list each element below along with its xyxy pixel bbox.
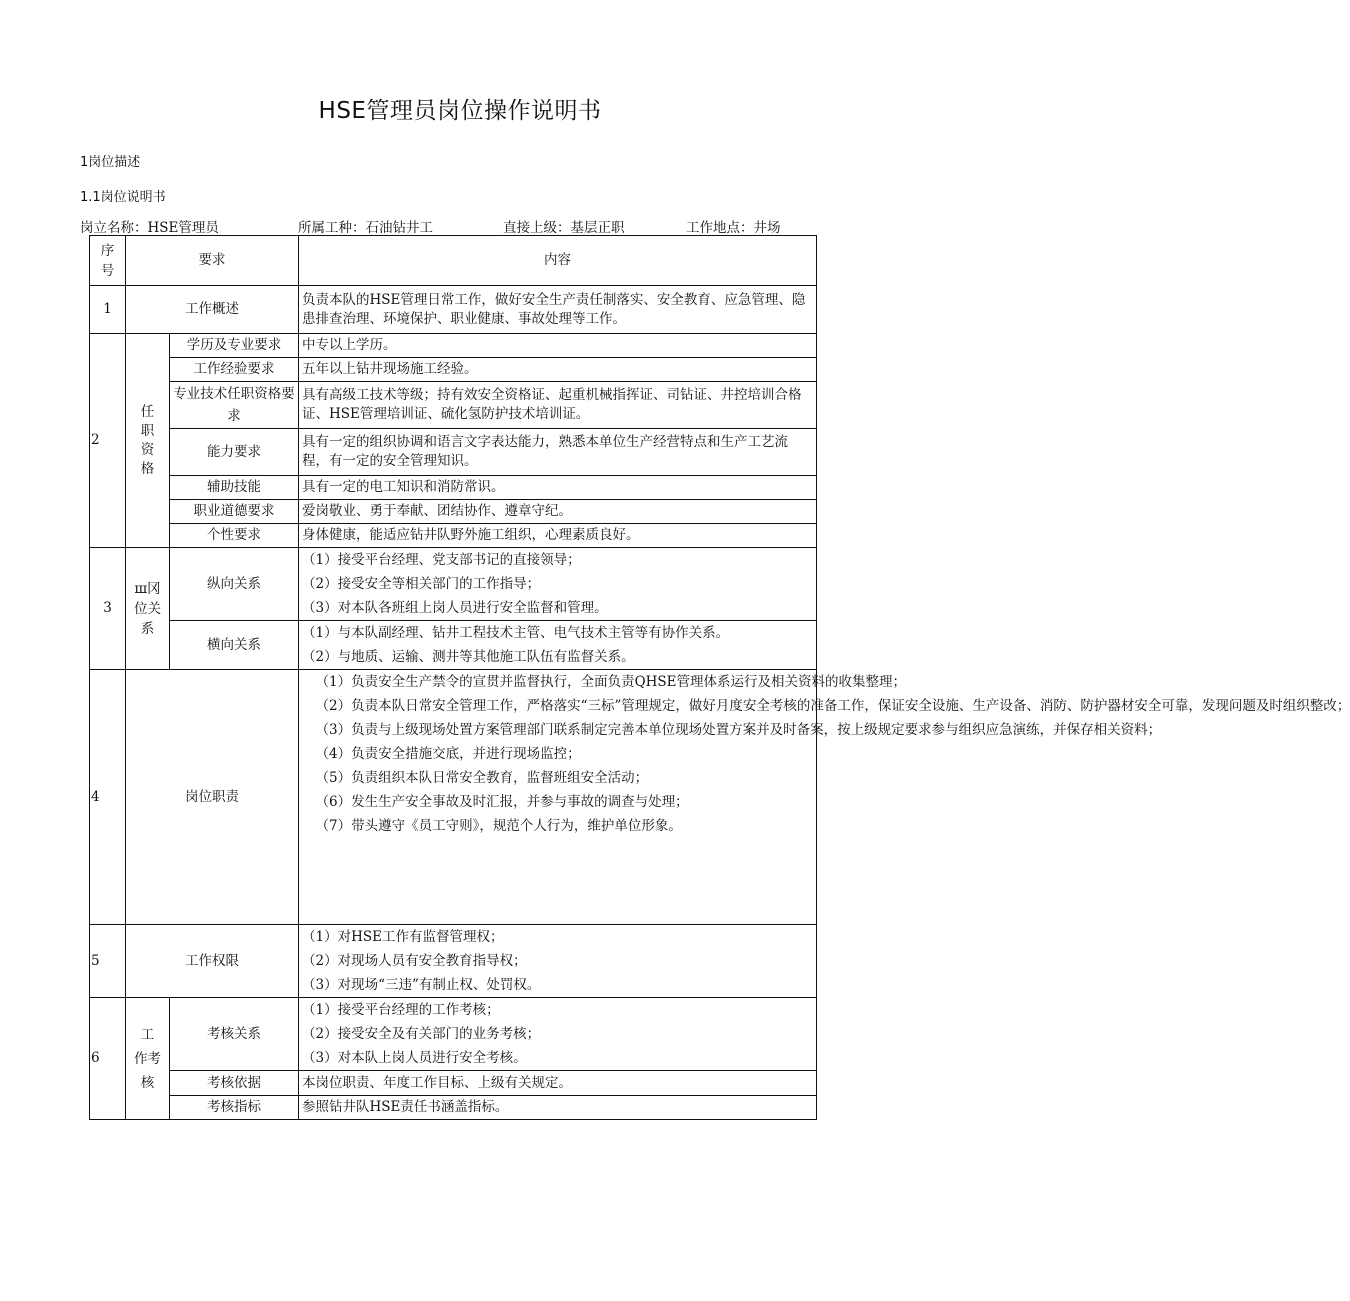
row-content: 本岗位职责、年度工作目标、上级有关规定。 [299,1071,817,1096]
table-row [90,286,817,334]
table-row [90,548,817,621]
row-requirement: 考核依据 [170,1071,299,1096]
row-content: 参照钻井队HSE责任书涵盖指标。 [299,1096,817,1120]
table-row [90,476,817,500]
row-content-list: （1）接受平台经理的工作考核； （2）接受安全及有关部门的业务考核； （3）对本队上岗人员进行安全考核。 [299,998,817,1071]
row-content-list: （1）与本队副经理、钻井工程技术主管、电气技术主管等有协作关系。 （2）与地质、运输、测井等其他施工队伍有监督关系。 [299,621,817,670]
header-content: 内容 [299,236,817,286]
row-requirement: 横向关系 [170,621,299,670]
group-label-qualification: 任 职 资 格 [126,334,170,548]
row-seq: 5 [90,925,126,998]
table-header-row [90,236,817,286]
table-row [90,925,817,998]
row-seq: 6 [90,998,126,1120]
section-heading: 1岗位描述 [80,155,141,170]
row-seq: 3 [90,548,126,670]
table-row [90,382,817,429]
table-row [90,621,817,670]
header-seq: 序号 [90,236,126,286]
table-row [90,524,817,548]
row-requirement: 辅助技能 [170,476,299,500]
row-requirement: 考核关系 [170,998,299,1071]
row-content-list: （1）对HSE工作有监督管理权； （2）对现场人员有安全教育指导权； （3）对现场“三违”有制止权、处罚权。 [299,925,817,998]
row-requirement: 学历及专业要求 [170,334,299,358]
meta-trade: 所属工种：石油钻井工 [298,220,433,236]
table-row [90,670,817,925]
header-requirement: 要求 [126,236,299,286]
table-row [90,1071,817,1096]
group-label-relations: ш冈 位关 系 [126,548,170,670]
row-content: 具有一定的电工知识和消防常识。 [299,476,817,500]
row-requirement: 纵向关系 [170,548,299,621]
page-title: HSE管理员岗位操作说明书 [318,98,602,124]
row-requirement: 工作概述 [126,286,299,334]
row-seq: 2 [90,334,126,548]
row-seq: 1 [90,286,126,334]
group-label-assessment: 工 作考 核 [126,998,170,1120]
table-row [90,998,817,1071]
table-row [90,358,817,382]
row-requirement: 岗位职责 [126,670,299,925]
row-requirement: 个性要求 [170,524,299,548]
meta-superior: 直接上级：基层正职 [503,220,625,236]
job-description-table [89,235,1350,1120]
row-content: 负责本队的HSE管理日常工作，做好安全生产责任制落实、安全教育、应急管理、隐患排查治理、环境保护、职业健康、事故处理等工作。 [299,286,817,334]
row-content: 身体健康，能适应钻井队野外施工组织，心理素质良好。 [299,524,817,548]
row-content: 中专以上学历。 [299,334,817,358]
row-requirement: 工作经验要求 [170,358,299,382]
row-content: 五年以上钻井现场施工经验。 [299,358,817,382]
table-row [90,429,817,476]
row-requirement: 考核指标 [170,1096,299,1120]
row-content-list: （1）接受平台经理、党支部书记的直接领导； （2）接受安全等相关部门的工作指导； （3）对本队各班组上岗人员进行安全监督和管理。 [299,548,817,621]
row-requirement: 工作权限 [126,925,299,998]
table-row [90,1096,817,1120]
row-requirement: 职业道德要求 [170,500,299,524]
subsection-heading: 1.1岗位说明书 [80,190,166,205]
row-content-list: （1）负责安全生产禁令的宣贯并监督执行，全面负责QHSE管理体系运行及相关资料的收集整理； （2）负责本队日常安全管理工作，严格落实“三标”管理规定，做好月度安全考核的准备工作，保证安全设施、生产设备、消防、防护器材安全可靠，发现问题及时组织整改； （3）负责与上级现场处置方案管理部门联系制定完善本单位现场处置方案并及时备案，按上级规定要求参与组织应急演练，并保存相关资料； （4）负责安全措施交底，并进行现场监控； （5）负责组织本队日常安全教育，监督班组安全活动； （6）发生生产安全事故及时汇报，并参与事故的调查与处理； （7）带头遵守《员工守则》，规范个人行为，维护单位形象。 [299,670,817,925]
row-content: 爱岗敬业、勇于奉献、团结协作、遵章守纪。 [299,500,817,524]
table-row [90,334,817,358]
meta-location: 工作地点：井场 [686,220,781,236]
row-content: 具有高级工技术等级；持有效安全资格证、起重机械指挥证、司钻证、井控培训合格证、HSE管理培训证、硫化氢防护技术培训证。 [299,382,817,429]
meta-position: 岗立名称：HSE管理员 [80,220,219,236]
row-seq: 4 [90,670,126,925]
table-row [90,500,817,524]
row-content: 具有一定的组织协调和语言文字表达能力，熟悉本单位生产经营特点和生产工艺流程，有一定的安全管理知识。 [299,429,817,476]
row-requirement: 专业技术任职资格要求 [170,382,299,429]
row-requirement: 能力要求 [170,429,299,476]
